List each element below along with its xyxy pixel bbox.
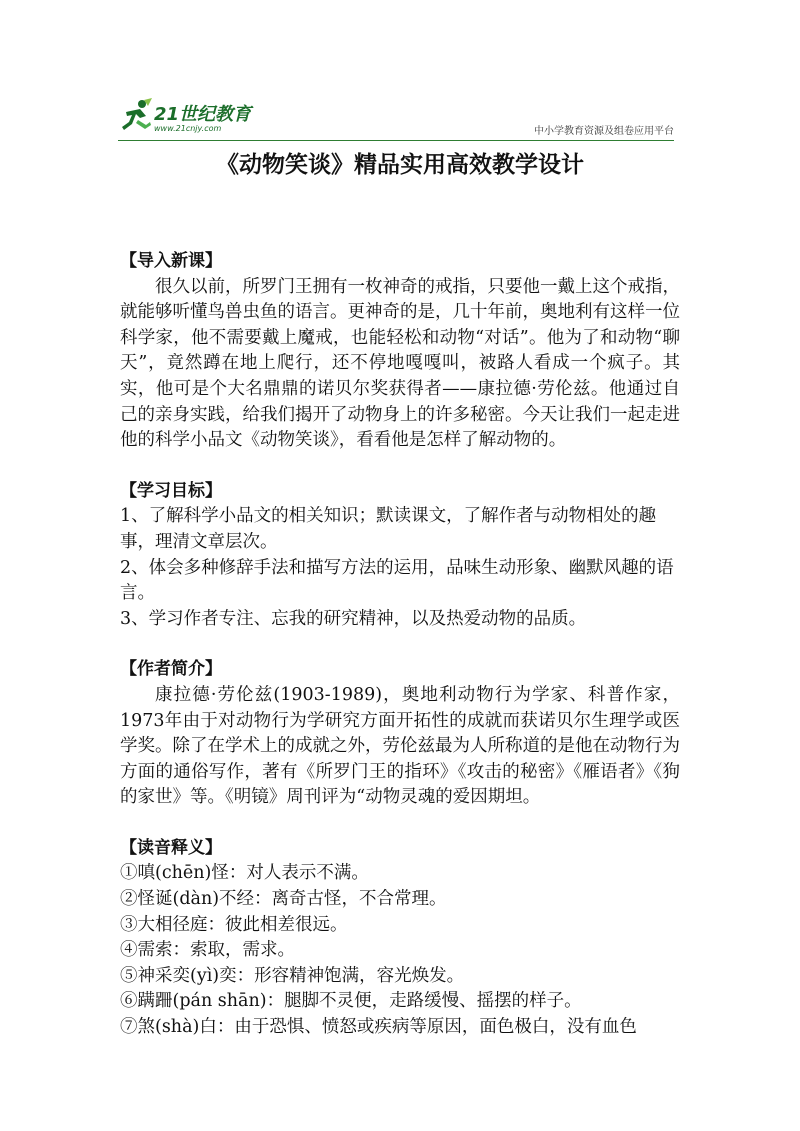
vocab-item: ⑥蹒跚(pán shān)：腿脚不灵便，走路缓慢、摇摆的样子。 (120, 991, 582, 1012)
runner-logo-icon (118, 98, 154, 134)
vocab-item: ⑦煞(shà)白：由于恐惧、愤怒或疾病等原因，面色极白，没有血色 (120, 1017, 637, 1038)
vocab-item: ⑤神采奕(yì)奕：形容精神饱满，容光焕发。 (120, 965, 465, 986)
logo-url: www.21cnjy.com (154, 124, 222, 133)
platform-tagline: 中小学教育资源及组卷应用平台 (534, 126, 674, 137)
document-body (120, 249, 680, 1041)
vocab-item: ②怪诞(dàn)不经：离奇古怪，不合常理。 (120, 889, 447, 910)
logo (118, 98, 288, 138)
section-heading-author: 【作者简介】 (120, 659, 222, 680)
vocab-item: ③大相径庭：彼此相差很远。 (120, 914, 348, 935)
document-title: 《动物笑谈》精品实用高效教学设计 (216, 152, 584, 178)
vocab-item: ①嗔(chēn)怪：对人表示不满。 (120, 863, 369, 884)
section-heading-vocab: 【读音释义】 (120, 837, 222, 858)
goal-item: 2、体会多种修辞手法和描写方法的运用，品味生动形象、幽默风趣的语言。 (120, 557, 674, 604)
section-heading-goals: 【学习目标】 (120, 480, 222, 501)
vocab-item: ④需索：索取，需求。 (120, 940, 295, 961)
page-header (118, 96, 674, 141)
goal-item: 3、学习作者专注、忘我的研究精神，以及热爱动物的品质。 (120, 608, 587, 629)
goal-item: 1、了解科学小品文的相关知识；默读课文，了解作者与动物相处的趣事，理清文章层次。 (120, 506, 657, 552)
intro-paragraph: 很久以前，所罗门王拥有一枚神奇的戒指，只要他一戴上这个戒指，就能够听懂鸟兽虫鱼的语言。更神奇的是，几十年前，奥地利有这样一位科学家，他不需要戴上魔戒，也能轻松和动物“对话”。他为了和动物“聊天”，竟然蹲在地上爬行，还不停地嘎嘎叫，被路人看成一个疯子。其实，他可是个大名鼎鼎的诺贝尔奖获得者——康拉德·劳伦兹。他通过自己的亲身实践，给我们揭开了动物身上的许多秘密。今天让我们一起走进他的科学小品文《动物笑谈》，看看他是怎样了解动物的。 (120, 276, 680, 451)
logo-text: 21世纪教育 (154, 104, 252, 125)
section-heading-intro: 【导入新课】 (120, 251, 222, 271)
author-paragraph: 康拉德·劳伦兹(1903-1989)，奥地利动物行为学家、科普作家，1973年由于对动物行为学研究方面开拓性的成就而获诺贝尔生理学或医学奖。除了在学术上的成就之外，劳伦兹最为人所称道的是他在动物行为方面的通俗写作，著有《所罗门王的指环》《攻击的秘密》《雁语者》《狗的家世》等。《明镜》周刊评为“动物灵魂的爱因期坦。 (120, 684, 680, 808)
